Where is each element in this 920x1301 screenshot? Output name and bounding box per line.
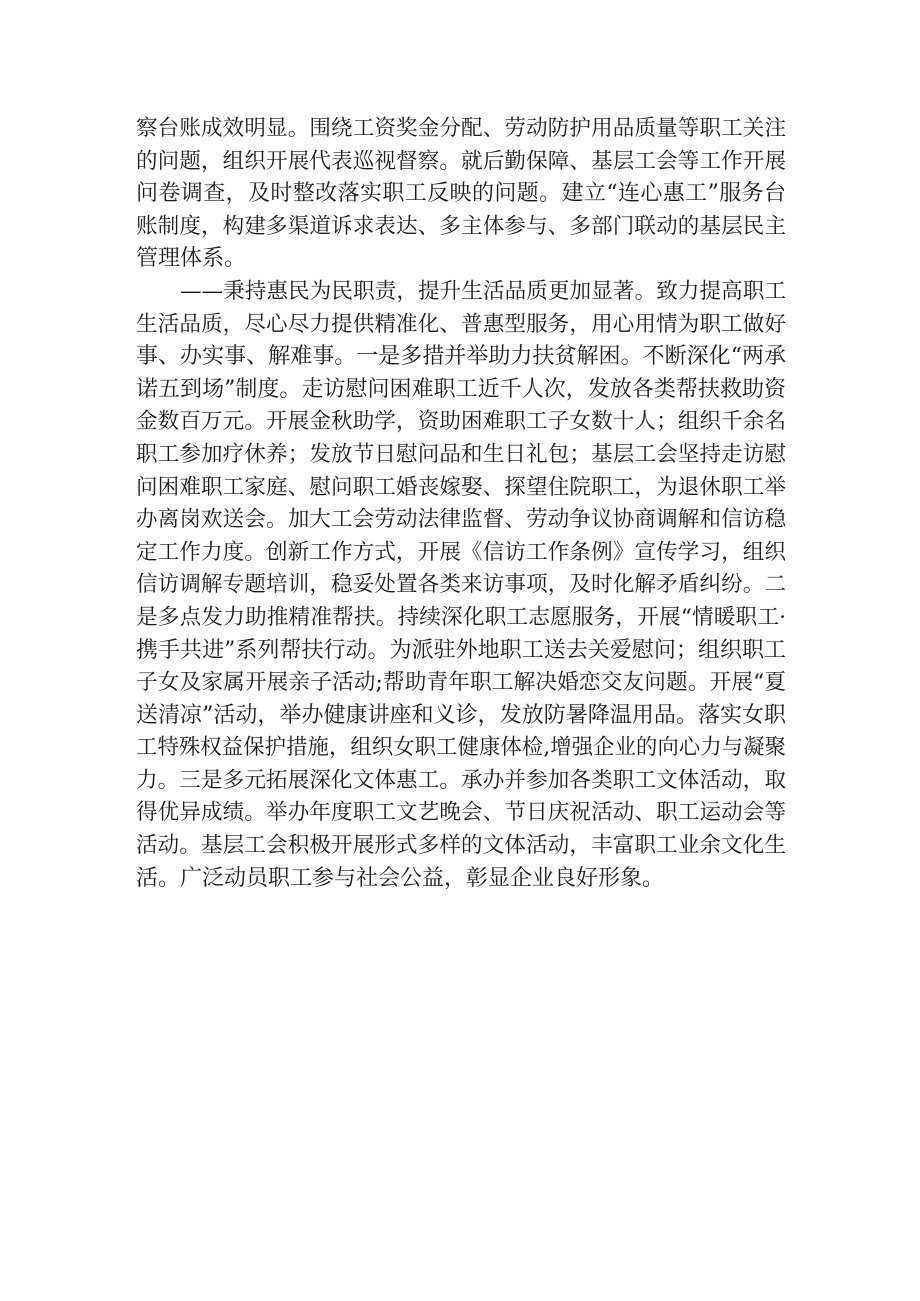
- text-line: 的问题，组织开展代表巡视督察。就后勤保障、基层工会等工作开展: [136, 148, 786, 174]
- text-line: 信访调解专题培训，稳妥处置各类来访事项，及时化解矛盾纠纷。二: [136, 572, 786, 598]
- text-line: 活动。基层工会积极开展形式多样的文体活动，丰富职工业余文化生: [136, 833, 786, 859]
- text-line: 子女及家属开展亲子活动;帮助青年职工解决婚恋交友问题。开展“夏: [136, 670, 786, 696]
- text-line: 活。广泛动员职工参与社会公益，彰显企业良好形象。: [136, 865, 665, 891]
- text-line: ——秉持惠民为民职责，提升生活品质更加显著。致力提高职工: [180, 278, 786, 304]
- text-line: 职工参加疗休养；发放节日慰问品和生日礼包；基层工会坚持走访慰: [136, 441, 786, 467]
- text-line: 是多点发力助推精准帮扶。持续深化职工志愿服务，开展“情暖职工·: [136, 604, 786, 630]
- text-line: 工特殊权益保护措施，组织女职工健康体检,增强企业的向心力与凝聚: [136, 735, 786, 761]
- text-line: 力。三是多元拓展深化文体惠工。承办并参加各类职工文体活动，取: [136, 767, 786, 793]
- text-line: 察台账成效明显。围绕工资奖金分配、劳动防护用品质量等职工关注: [136, 116, 786, 141]
- text-line: 定工作力度。创新工作方式，开展《信访工作条例》宣传学习，组织: [136, 539, 786, 565]
- text-line: 问卷调查，及时整改落实职工反映的问题。建立“连心惠工”服务台: [136, 181, 786, 207]
- text-line: 问困难职工家庭、慰问职工婚丧嫁娶、探望住院职工，为退休职工举: [136, 474, 786, 500]
- text-line: 生活品质，尽心尽力提供精准化、普惠型服务，用心用情为职工做好: [136, 311, 786, 337]
- text-line: 办离岗欢送会。加大工会劳动法律监督、劳动争议协商调解和信访稳: [136, 507, 786, 533]
- paragraph-1: [136, 113, 786, 276]
- text-line: 金数百万元。开展金秋助学，资助困难职工子女数十人；组织千余名: [136, 409, 786, 435]
- text-line: 账制度，构建多渠道诉求表达、多主体参与、多部门联动的基层民主: [136, 213, 786, 239]
- text-line: 事、办实事、解难事。一是多措并举助力扶贫解困。不断深化“两承: [136, 344, 786, 370]
- paragraph-2: [136, 276, 786, 895]
- text-line: 携手共进”系列帮扶行动。为派驻外地职工送去关爱慰问；组织职工: [136, 637, 786, 663]
- text-line: 诺五到场”制度。走访慰问困难职工近千人次，发放各类帮扶救助资: [136, 376, 786, 402]
- text-line: 送清凉”活动，举办健康讲座和义诊，发放防暑降温用品。落实女职: [136, 702, 786, 728]
- document-body: [136, 113, 786, 895]
- text-line: 管理体系。: [136, 246, 247, 272]
- text-line: 得优异成绩。举办年度职工文艺晚会、节日庆祝活动、职工运动会等: [136, 800, 786, 826]
